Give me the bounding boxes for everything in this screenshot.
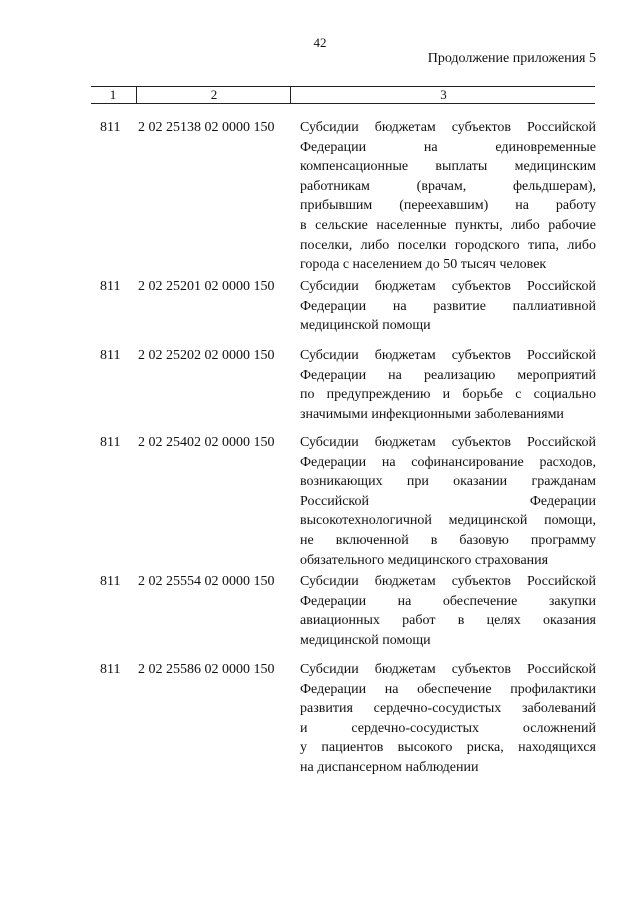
page-number: 42 xyxy=(313,35,327,50)
admin-code: 811 xyxy=(100,279,121,294)
budget-code: 2 02 25554 02 0000 150 xyxy=(138,574,275,589)
description-line: значимыми инфекционными заболеваниями xyxy=(300,406,564,422)
description-line: медицинской помощи xyxy=(300,318,431,334)
description-line: Российской Федерации xyxy=(300,493,596,509)
description-line: и сердечно-сосудистых осложнений xyxy=(300,720,596,736)
description-line: на диспансерном наблюдении xyxy=(300,759,479,775)
description-line: Субсидии бюджетам субъектов Российской xyxy=(300,662,596,677)
description xyxy=(300,277,596,336)
description-line: Субсидии бюджетам субъектов Российской xyxy=(300,435,596,450)
description xyxy=(300,433,596,570)
header-col-1: 1 xyxy=(109,87,117,102)
description-line: Субсидии бюджетам субъектов Российской xyxy=(300,279,596,294)
description-line: Федерации на единовременные xyxy=(300,139,596,155)
description-line: Субсидии бюджетам субъектов Российской xyxy=(300,574,596,589)
description-line: компенсационные выплаты медицинским xyxy=(300,159,596,175)
budget-code: 2 02 25402 02 0000 150 xyxy=(138,435,275,450)
description-line: по предупреждению и борьбе с социально xyxy=(300,387,596,403)
admin-code: 811 xyxy=(100,574,121,589)
description-line: развития сердечно-сосудистых заболеваний xyxy=(300,701,596,717)
description-line: медицинской помощи xyxy=(300,632,431,648)
description-line: Федерации на обеспечение закупки xyxy=(300,593,596,609)
table-header xyxy=(91,86,595,104)
description-line: Федерации на софинансирование расходов, xyxy=(300,454,596,470)
description-line: обязательного медицинского страхования xyxy=(300,552,549,568)
description-line: прибывшим (переехавшим) на работу xyxy=(300,198,596,214)
description-line: Федерации на обеспечение профилактики xyxy=(300,681,596,697)
description-line: города с населением до 50 тысяч человек xyxy=(300,257,547,273)
budget-code: 2 02 25138 02 0000 150 xyxy=(138,120,275,135)
admin-code: 811 xyxy=(100,120,121,135)
description-line: Федерации на реализацию мероприятий xyxy=(300,367,596,383)
description xyxy=(300,346,596,424)
description-line: у пациентов высокого риска, находящихся xyxy=(300,740,596,756)
admin-code: 811 xyxy=(100,435,121,450)
budget-code: 2 02 25202 02 0000 150 xyxy=(138,348,275,363)
description-line: работникам (врачам, фельдшерам), xyxy=(300,178,596,194)
description xyxy=(300,572,596,650)
description xyxy=(300,660,596,778)
budget-code: 2 02 25586 02 0000 150 xyxy=(138,662,275,677)
description-line: Субсидии бюджетам субъектов Российской xyxy=(300,348,596,363)
admin-code: 811 xyxy=(100,348,121,363)
description xyxy=(300,118,596,275)
admin-code: 811 xyxy=(100,662,121,677)
description-line: возникающих при оказании гражданам xyxy=(300,474,596,490)
description-line: Федерации на развитие паллиативной xyxy=(300,298,596,314)
budget-code: 2 02 25201 02 0000 150 xyxy=(138,279,275,294)
header-col-2: 2 xyxy=(136,87,291,103)
description-line: авиационных работ в целях оказания xyxy=(300,613,596,629)
description-line: высокотехнологичной медицинской помощи, xyxy=(300,513,596,529)
header-col-3: 3 xyxy=(290,87,596,103)
description-line: поселки, либо поселки городского типа, либо xyxy=(300,237,596,253)
description-line: не включенной в базовую программу xyxy=(300,532,596,548)
description-line: Субсидии бюджетам субъектов Российской xyxy=(300,120,596,135)
continuation-caption: Продолжение приложения 5 xyxy=(427,51,596,66)
description-line: в сельские населенные пункты, либо рабочие xyxy=(300,217,596,233)
